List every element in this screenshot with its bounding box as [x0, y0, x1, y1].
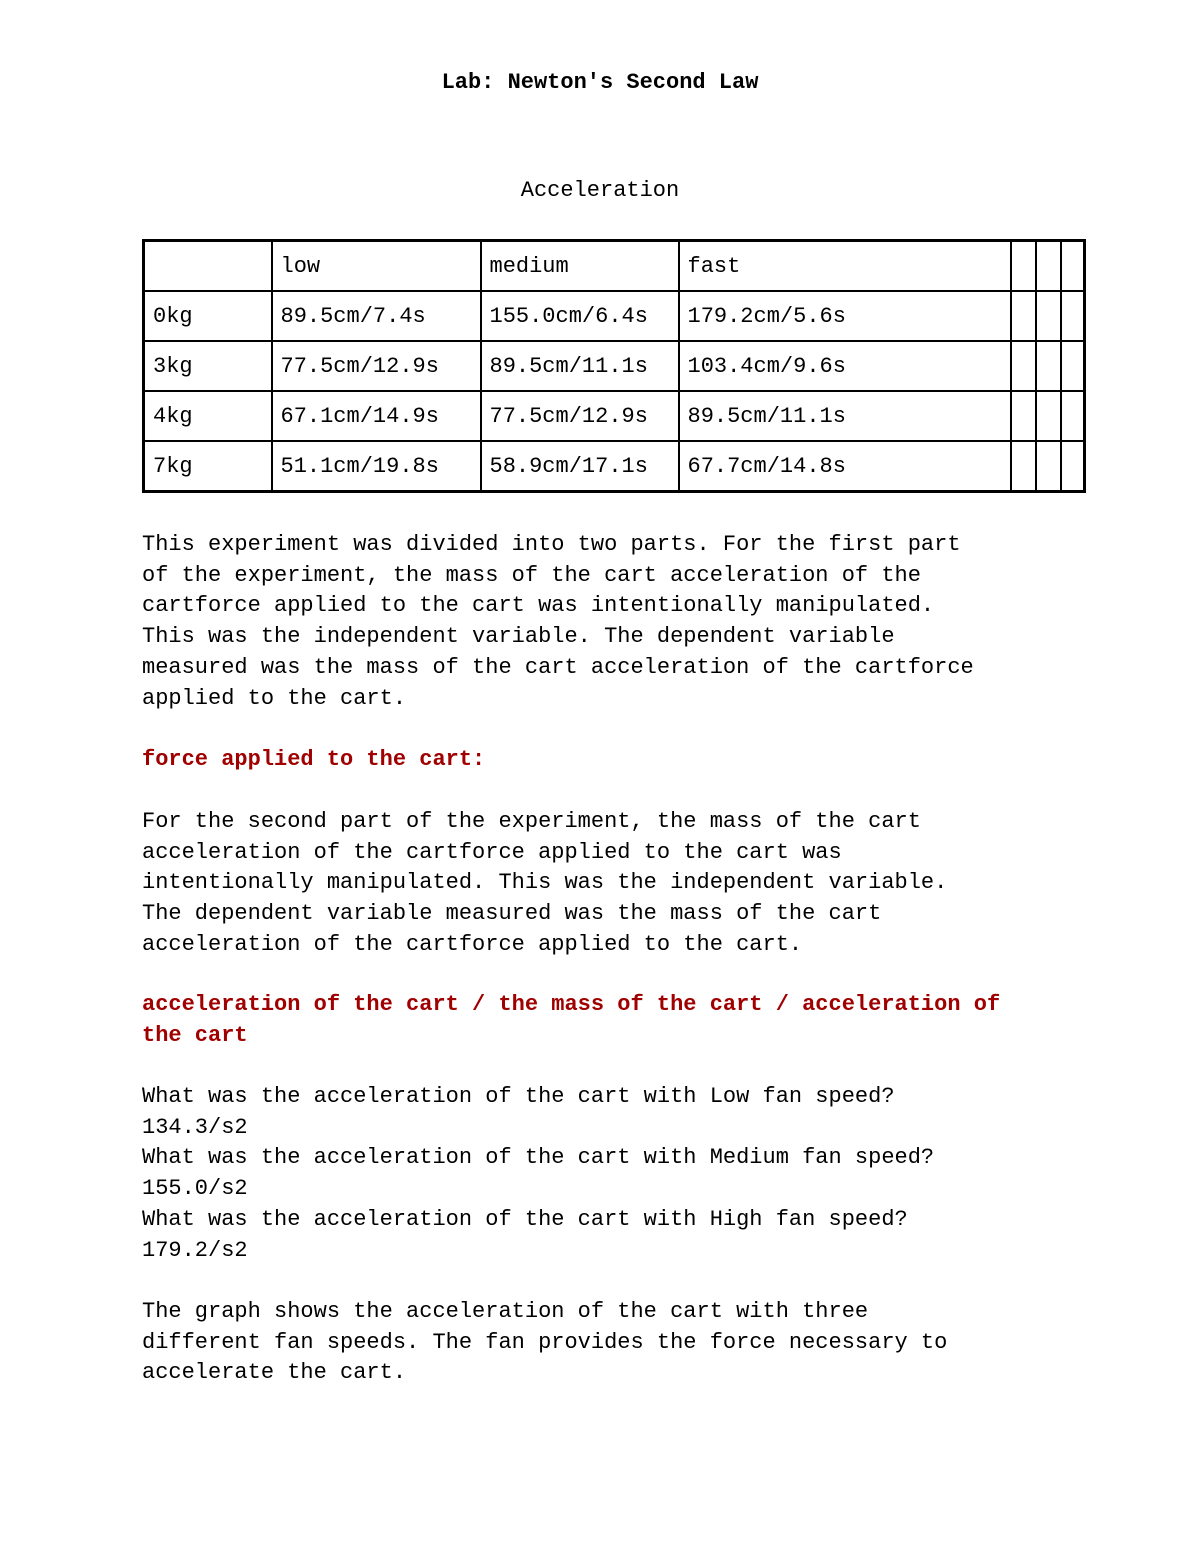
empty-cell — [1011, 441, 1036, 492]
table-header-cell: fast — [679, 241, 1011, 292]
table-row-label: 7kg — [144, 441, 272, 492]
experiment-part-one-paragraph: This experiment was divided into two parts. For the first part of the experiment, the mass of the cart acceleration of the cartforce applied to the cart was intentionally manipulated. This was the independent variable. The dependent variable measured was the mass of the cart acceleration of the cartforce applied to the cart. — [142, 532, 974, 711]
table-row — [144, 291, 1085, 341]
table-cell: 155.0cm/6.4s — [481, 291, 679, 341]
table-header-cell: low — [272, 241, 481, 292]
table-row — [144, 341, 1085, 391]
question-answer-block — [142, 1082, 1142, 1266]
empty-cell — [1061, 291, 1085, 341]
table-row-label: 4kg — [144, 391, 272, 441]
empty-cell — [1036, 241, 1061, 292]
table-cell: 51.1cm/19.8s — [272, 441, 481, 492]
empty-cell — [1036, 341, 1061, 391]
empty-cell — [1061, 441, 1085, 492]
table-cell: 179.2cm/5.6s — [679, 291, 1011, 341]
acceleration-heading: acceleration of the cart / the mass of the cart / acceleration of the cart — [142, 992, 1001, 1048]
experiment-part-two-paragraph: For the second part of the experiment, the mass of the cart acceleration of the cartforce applied to the cart was intentionally manipulated. This was the independent variable. The dependent variable measured was the mass of the cart acceleration of the cartforce applied to the cart. — [142, 809, 948, 957]
answer-medium: 155.0/s2 — [142, 1176, 248, 1202]
empty-cell — [1011, 241, 1036, 292]
table-cell: 67.7cm/14.8s — [679, 441, 1011, 492]
graph-description-paragraph: The graph shows the acceleration of the cart with three different fan speeds. The fan provides the force necessary to accelerate the cart. — [142, 1299, 948, 1386]
table-header-cell — [144, 241, 272, 292]
table-caption: Acceleration — [520, 178, 680, 203]
table-header-row — [144, 241, 1085, 292]
empty-cell — [1011, 291, 1036, 341]
empty-cell — [1036, 291, 1061, 341]
force-heading: force applied to the cart: — [142, 747, 486, 772]
page-title: Lab: Newton's Second Law — [441, 70, 759, 95]
table-row-label: 3kg — [144, 341, 272, 391]
table-cell: 67.1cm/14.9s — [272, 391, 481, 441]
empty-cell — [1036, 391, 1061, 441]
answer-high: 179.2/s2 — [142, 1237, 248, 1263]
empty-cell — [1036, 441, 1061, 492]
table-row — [144, 391, 1085, 441]
table-cell: 103.4cm/9.6s — [679, 341, 1011, 391]
acceleration-table — [142, 239, 1086, 493]
empty-cell — [1011, 391, 1036, 441]
table-row — [144, 441, 1085, 492]
empty-cell — [1011, 341, 1036, 391]
empty-cell — [1061, 341, 1085, 391]
question-medium: What was the acceleration of the cart with Medium fan speed? — [142, 1145, 935, 1171]
table-cell: 89.5cm/7.4s — [272, 291, 481, 341]
answer-low: 134.3/s2 — [142, 1114, 248, 1140]
table-cell: 89.5cm/11.1s — [481, 341, 679, 391]
table-header-cell: medium — [481, 241, 679, 292]
table-row-label: 0kg — [144, 291, 272, 341]
empty-cell — [1061, 241, 1085, 292]
table-cell: 77.5cm/12.9s — [272, 341, 481, 391]
table-cell: 89.5cm/11.1s — [679, 391, 1011, 441]
empty-cell — [1061, 391, 1085, 441]
table-cell: 58.9cm/17.1s — [481, 441, 679, 492]
question-high: What was the acceleration of the cart with High fan speed? — [142, 1206, 908, 1232]
question-low: What was the acceleration of the cart with Low fan speed? — [142, 1084, 895, 1109]
table-cell: 77.5cm/12.9s — [481, 391, 679, 441]
